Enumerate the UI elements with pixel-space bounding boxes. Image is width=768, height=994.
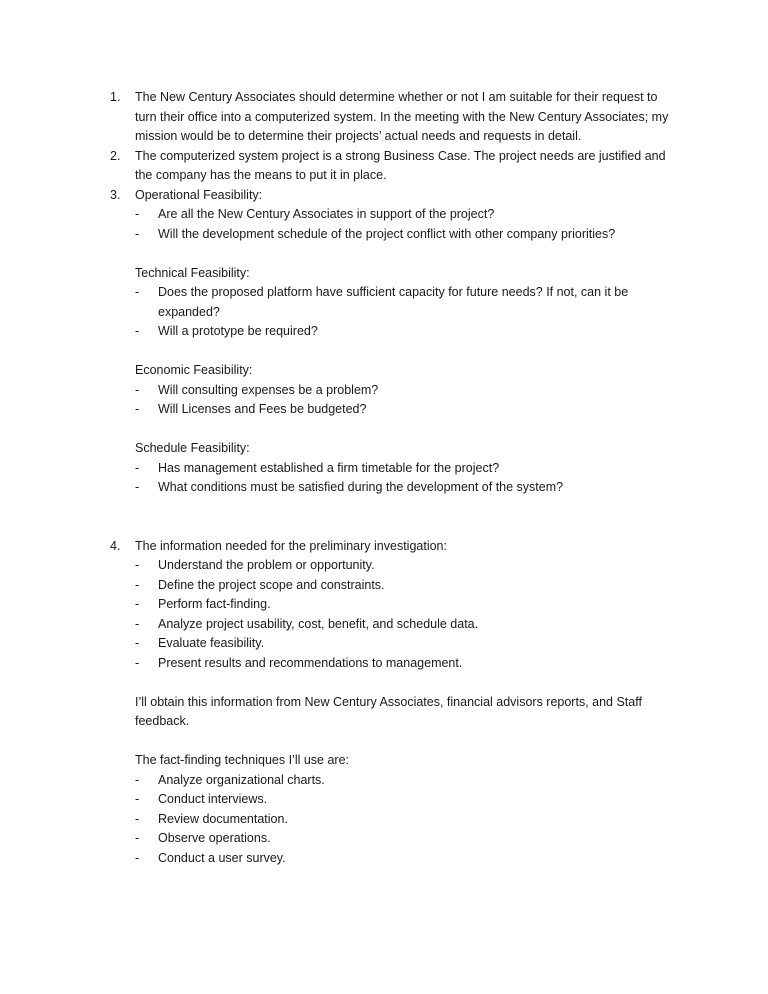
bullet-text: Are all the New Century Associates in support of the project? — [158, 207, 495, 221]
bullet-item — [110, 225, 680, 245]
list-item-3 — [110, 186, 680, 206]
dash-marker: - — [135, 616, 140, 631]
sources-paragraph: I’ll obtain this information from New Century Associates, financial advisors reports, and Staff feedback. — [135, 694, 642, 728]
dash-marker: - — [135, 382, 140, 397]
bullet-text: Review documentation. — [158, 811, 288, 826]
list-number: 1. — [110, 90, 121, 104]
bullet-text: Will a prototype be required? — [158, 324, 318, 338]
bullet-item — [110, 771, 680, 791]
section-heading: The information needed for the preliminary investigation: — [135, 538, 447, 553]
bullet-item — [110, 615, 680, 635]
spacer — [110, 498, 680, 537]
bullet-text: Evaluate feasibility. — [158, 636, 265, 650]
list-item-2 — [110, 147, 680, 186]
bullet-text: Will consulting expenses be a problem? — [158, 382, 379, 397]
bullet-text: Analyze organizational charts. — [158, 772, 325, 787]
bullet-text: Conduct interviews. — [158, 792, 268, 806]
dash-marker: - — [135, 636, 140, 650]
bullet-item — [110, 790, 680, 810]
section-heading-schedule: Schedule Feasibility: — [135, 441, 250, 455]
list-number: 2. — [110, 148, 121, 163]
dash-marker: - — [135, 226, 140, 241]
bullet-text: Will the development schedule of the project conflict with other company priorities? — [158, 226, 616, 241]
spacer — [110, 420, 680, 440]
spacer — [110, 732, 680, 752]
bullet-text: Has management established a firm timetable for the project? — [158, 460, 500, 475]
dash-marker: - — [135, 792, 140, 806]
section-heading-techniques: The fact-finding techniques I’ll use are: — [135, 753, 350, 767]
bullet-item — [110, 634, 680, 654]
dash-marker: - — [135, 655, 140, 670]
dash-marker: - — [135, 558, 140, 572]
bullet-text: Will Licenses and Fees be budgeted? — [158, 402, 367, 416]
bullet-item — [110, 459, 680, 479]
list-number: 3. — [110, 187, 121, 202]
dash-marker: - — [135, 207, 140, 221]
dash-marker: - — [135, 324, 140, 338]
section-heading-technical: Technical Feasibility: — [135, 265, 250, 280]
dash-marker: - — [135, 597, 140, 611]
bullet-text: What conditions must be satisfied during the development of the system? — [158, 480, 564, 494]
bullet-item — [110, 322, 680, 342]
dash-marker: - — [135, 831, 140, 845]
dash-marker: - — [135, 402, 140, 416]
bullet-item — [110, 829, 680, 849]
bullet-text: Understand the problem or opportunity. — [158, 558, 375, 572]
bullet-item — [110, 381, 680, 401]
section-heading: Operational Feasibility: — [135, 187, 263, 202]
dash-marker: - — [135, 850, 140, 865]
bullet-item — [110, 576, 680, 596]
bullet-item — [110, 810, 680, 830]
dash-marker: - — [135, 460, 140, 475]
item-text: The New Century Associates should determine whether or not I am suitable for their request to turn their office into a computerized system. In the meeting with the New Century Associates; my mission would be to determine their projects’ actual needs and requests in detail. — [135, 90, 669, 143]
spacer — [110, 673, 680, 693]
list-item-4 — [110, 537, 680, 557]
list-item-1 — [110, 88, 680, 147]
spacer — [110, 342, 680, 362]
bullet-text: Present results and recommendations to management. — [158, 655, 463, 670]
bullet-item — [110, 478, 680, 498]
bullet-item — [110, 654, 680, 674]
spacer — [110, 244, 680, 264]
bullet-text: Perform fact-finding. — [158, 597, 271, 611]
bullet-text: Conduct a user survey. — [158, 850, 286, 865]
bullet-item — [110, 400, 680, 420]
bullet-item — [110, 849, 680, 869]
bullet-text: Does the proposed platform have sufficient capacity for future needs? If not, can it be expanded? — [158, 285, 629, 319]
bullet-item — [110, 205, 680, 225]
bullet-text: Define the project scope and constraints. — [158, 577, 385, 592]
bullet-text: Observe operations. — [158, 831, 271, 845]
list-number: 4. — [110, 538, 121, 553]
dash-marker: - — [135, 772, 140, 787]
dash-marker: - — [135, 480, 140, 494]
dash-marker: - — [135, 285, 140, 299]
dash-marker: - — [135, 577, 140, 592]
dash-marker: - — [135, 811, 140, 826]
section-heading-economic: Economic Feasibility: — [135, 363, 253, 377]
bullet-item — [110, 595, 680, 615]
bullet-item — [110, 283, 680, 322]
bullet-item — [110, 556, 680, 576]
item-text: The computerized system project is a strong Business Case. The project needs are justified and the company has the means to put it in place. — [135, 148, 666, 182]
bullet-text: Analyze project usability, cost, benefit, and schedule data. — [158, 616, 479, 631]
document-body — [110, 88, 680, 868]
